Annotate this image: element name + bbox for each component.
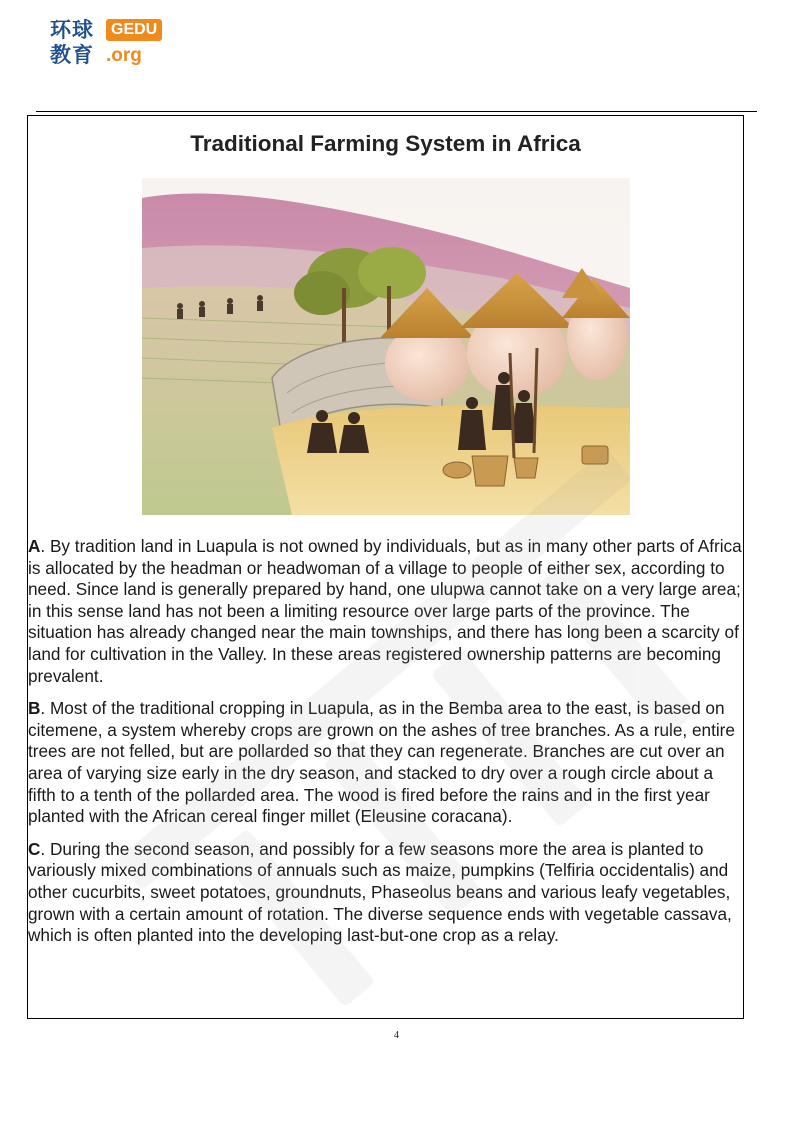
paragraph-letter: A	[28, 536, 41, 556]
paragraph-letter: C	[28, 838, 41, 859]
logo-gedu-badge: GEDU	[106, 19, 162, 41]
page-number: 4	[394, 1030, 399, 1041]
village-illustration	[142, 178, 630, 515]
logo-domain: .org	[106, 45, 142, 66]
header-divider	[36, 111, 757, 112]
document-body	[28, 536, 744, 958]
paragraph-text: . During the second season, and possibly for a few seasons more the area is planted to variously mixed combinations of annuals such as maize, pumpkins (Telfiria occidentalis) and other cucurbits, sweet potatoes, groundnuts, Phaseolus beans and various leafy vegetables, grown with a certain amount of rotation. The diverse sequence ends with vegetable cassava, which is often planted into the developing last-but-one crop as a relay.	[28, 838, 732, 946]
paragraph-text: . By tradition land in Luapula is not owned by individuals, but as in many other parts of Africa is allocated by the headman or headwoman of a village to people of either sex, according to need. Since land is generally prepared by hand, one ulupwa cannot take on a very large area; in this sense land has not been a limiting resource over large parts of the province. The situation has already changed near the main townships, and there has long been a scarcity of land for cultivation in the Valley. In these areas registered ownership patterns are becoming prevalent.	[28, 536, 742, 686]
logo-chinese-line1: 环球	[50, 18, 94, 42]
paragraph-a	[28, 536, 744, 687]
paragraph-letter: B	[28, 698, 41, 719]
paragraph-text: . Most of the traditional cropping in Luapula, as in the Bemba area to the east, is based on citemene, a system whereby crops are grown on the ashes of tree branches. As a rule, entire trees are not felled, but are pollarded so that they can regenerate. Branches are cut over an area of varying size early in the dry season, and stacked to dry over a rough circle about a fifth to a tenth of the pollarded area. The wood is fired before the rains and in the first year planted with the African cereal finger millet (Eleusine coracana).	[28, 698, 735, 827]
paragraph-c	[28, 839, 744, 947]
gedu-logo	[50, 18, 170, 70]
logo-chinese-line2: 教育	[50, 43, 94, 67]
document-title: Traditional Farming System in Africa	[190, 131, 581, 156]
paragraph-b	[28, 698, 744, 828]
